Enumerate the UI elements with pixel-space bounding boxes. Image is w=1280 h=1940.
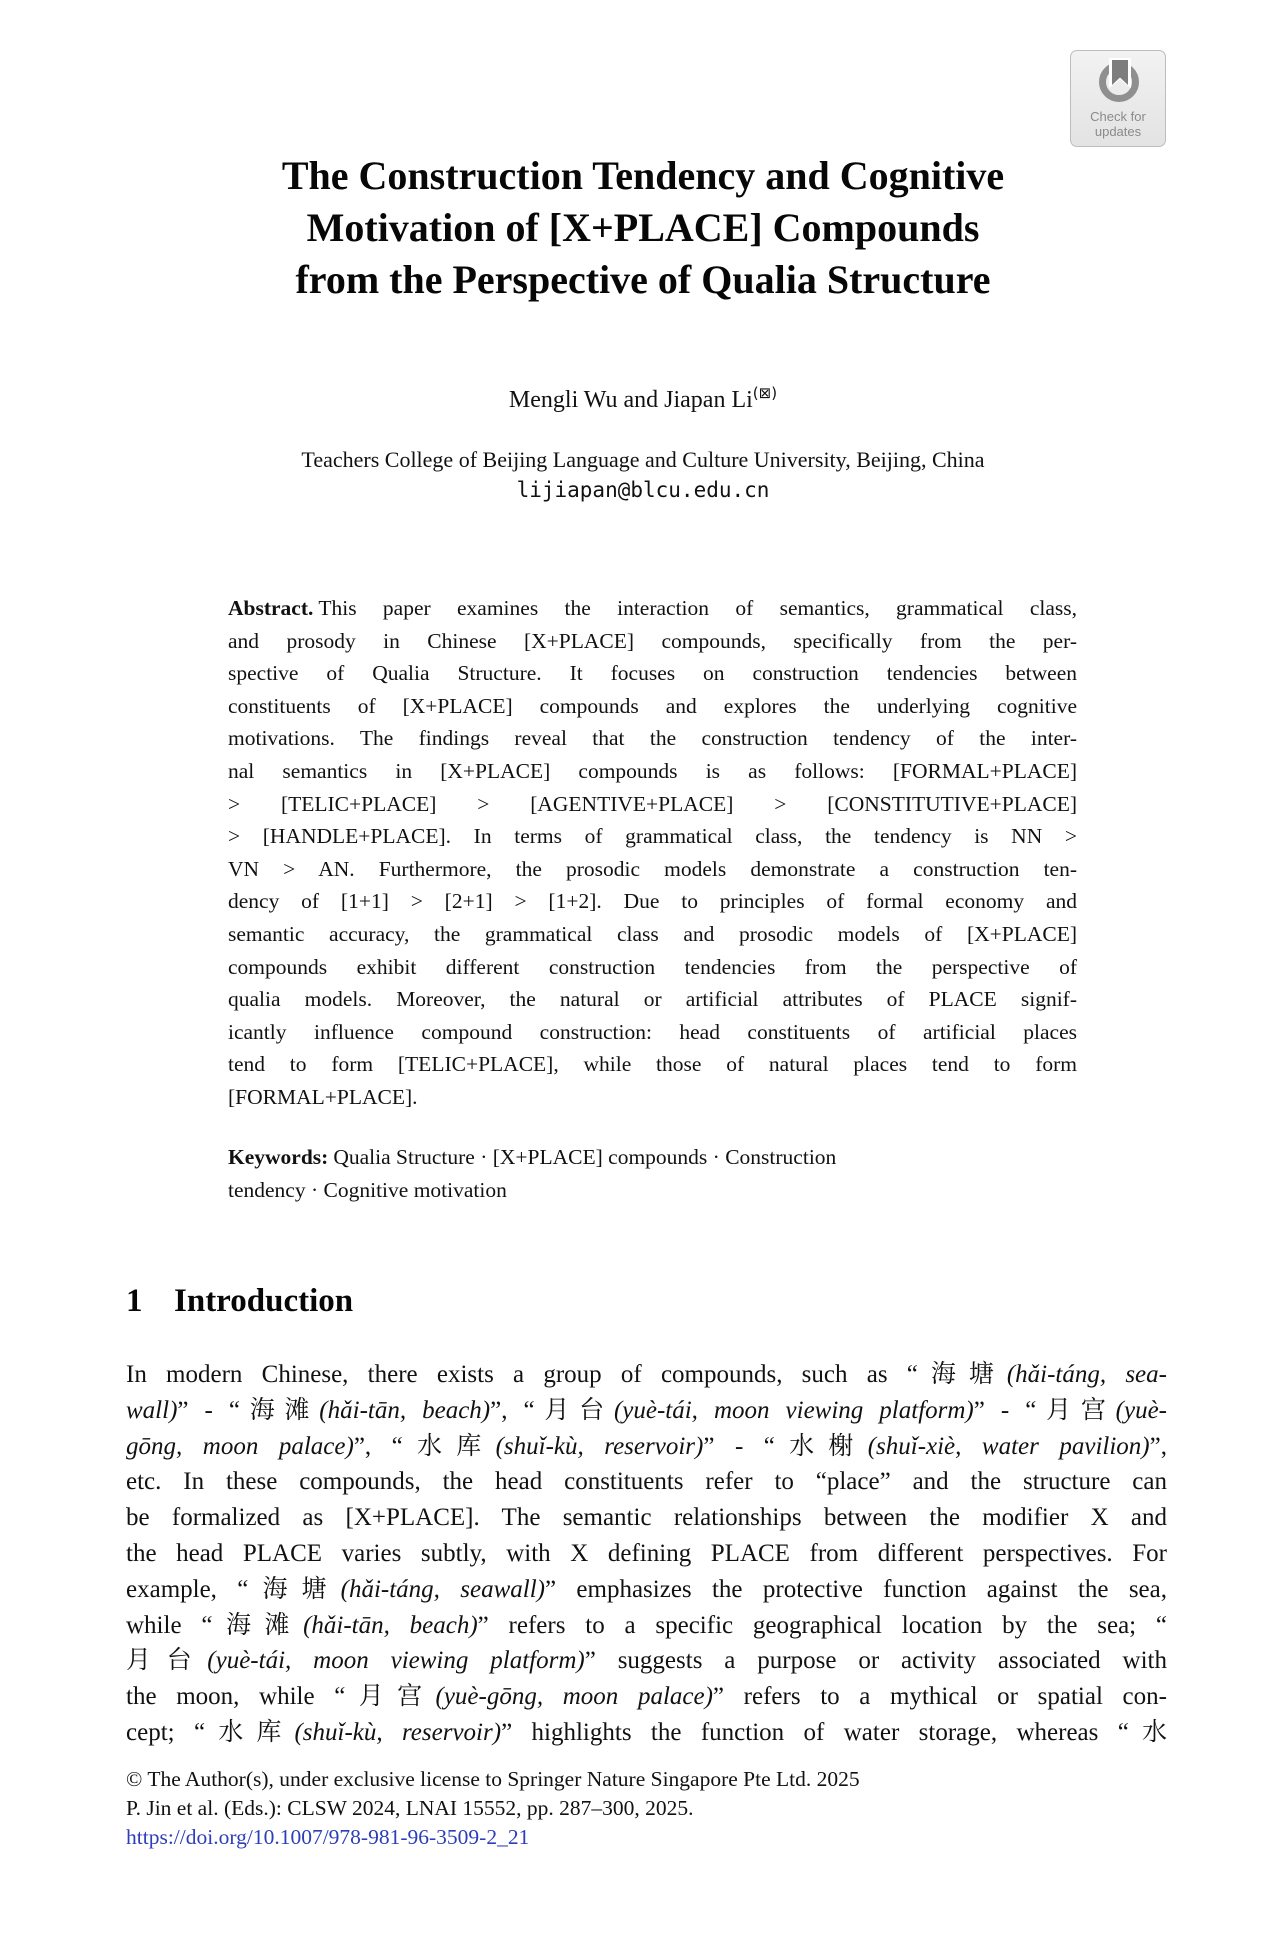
copyright-line: © The Author(s), under exclusive license to Springer Nature Singapore Pte Ltd. 2025 <box>126 1767 860 1791</box>
abstract-line: > [TELIC+PLACE] > [AGENTIVE+PLACE] > [CONSTITUTIVE+PLACE] <box>228 791 1077 816</box>
abstract-section <box>228 592 1077 1114</box>
affiliation: Teachers College of Beijing Language and Culture University, Beijing, China <box>301 447 985 472</box>
abstract-line: VN > AN. Furthermore, the prosodic models demonstrate a construction ten- <box>228 856 1077 881</box>
keywords-section <box>228 1141 1077 1206</box>
keywords-line: Keywords: Qualia Structure · [X+PLACE] compounds · Construction <box>228 1145 837 1169</box>
paper-title <box>120 150 1166 306</box>
abstract-line: qualia models. Moreover, the natural or artificial attributes of PLACE signif- <box>228 987 1077 1012</box>
check-for-updates-badge[interactable] <box>1070 50 1166 147</box>
paragraph-line: while “海滩(hǎi-tān, beach)” refers to a specific geographical location by the sea; “ <box>126 1611 1168 1639</box>
abstract-line: [FORMAL+PLACE]. <box>228 1084 418 1109</box>
section-number: 1 <box>126 1283 143 1319</box>
title-line: The Construction Tendency and Cognitive <box>281 153 1005 198</box>
abstract-line: Abstract. This paper examines the interaction of semantics, grammatical class, <box>228 596 1077 620</box>
abstract-line: icantly influence compound construction: head constituents of artificial places <box>228 1019 1077 1044</box>
paragraph-line: In modern Chinese, there exists a group of compounds, such as “海塘(hǎi-táng, sea- <box>126 1361 1167 1388</box>
crossmark-icon <box>1092 56 1144 108</box>
abstract-line: spective of Qualia Structure. It focuses on construction tendencies between <box>228 661 1077 686</box>
abstract-line: nal semantics in [X+PLACE] compounds is as follows: [FORMAL+PLACE] <box>228 758 1077 783</box>
paragraph-line: the head PLACE varies subtly, with X defining PLACE from different perspectives. For <box>126 1539 1167 1567</box>
email-link[interactable]: lijiapan@blcu.edu.cn <box>516 478 770 502</box>
paragraph-line: cept; “水库(shuǐ-kù, reservoir)” highlights the function of water storage, whereas “水 <box>126 1718 1167 1746</box>
editors-line: P. Jin et al. (Eds.): CLSW 2024, LNAI 15552, pp. 287–300, 2025. <box>126 1796 694 1820</box>
paragraph-line: be formalized as [X+PLACE]. The semantic relationships between the modifier X and <box>126 1504 1167 1532</box>
abstract-line: compounds exhibit different construction tendencies from the perspective of <box>228 954 1077 979</box>
paragraph-line: the moon, while “月宫(yuè-gōng, moon palace)” refers to a mythical or spatial con- <box>126 1683 1167 1711</box>
paragraph-line: gōng, moon palace)”, “水库(shuǐ-kù, reservoir)” - “水榭(shuǐ-xiè, water pavilion)”, <box>126 1432 1167 1460</box>
intro-paragraph <box>126 1357 1167 1751</box>
abstract-line: semantic accuracy, the grammatical class and prosodic models of [X+PLACE] <box>228 921 1077 946</box>
abstract-line: constituents of [X+PLACE] compounds and explores the underlying cognitive <box>228 693 1077 718</box>
badge-label: Check for updates <box>1090 109 1146 139</box>
author-names: Mengli Wu and Jiapan Li <box>508 387 753 413</box>
title-line: from the Perspective of Qualia Structure <box>295 257 991 302</box>
paragraph-line: etc. In these compounds, the head constituents refer to “place” and the structure can <box>126 1468 1167 1496</box>
abstract-line: tend to form [TELIC+PLACE], while those of natural places tend to form <box>228 1052 1077 1077</box>
footer <box>126 1765 1167 1852</box>
paragraph-line: 月台(yuè-tái, moon viewing platform)” suggests a purpose or activity associated with <box>126 1647 1167 1675</box>
keywords-line: tendency · Cognitive motivation <box>228 1177 507 1202</box>
paragraph-line: wall)” - “海滩(hǎi-tān, beach)”, “月台(yuè-tái, moon viewing platform)” - “月宫(yuè- <box>126 1396 1167 1424</box>
abstract-line: and prosody in Chinese [X+PLACE] compounds, specifically from the per- <box>228 628 1077 653</box>
abstract-line: > [HANDLE+PLACE]. In terms of grammatical class, the tendency is NN > <box>228 824 1077 849</box>
doi-link[interactable]: https://doi.org/10.1007/978-981-96-3509-2_21 <box>126 1825 530 1849</box>
envelope-icon: (⊠) <box>752 384 778 402</box>
authors-line <box>120 384 1166 414</box>
title-line: Motivation of [X+PLACE] Compounds <box>306 205 980 250</box>
section-heading <box>126 1283 1167 1320</box>
section-title: Introduction <box>174 1283 354 1319</box>
paragraph-line: example, “海塘(hǎi-táng, seawall)” emphasizes the protective function against the sea, <box>126 1575 1167 1603</box>
abstract-line: dency of [1+1] > [2+1] > [1+2]. Due to principles of formal economy and <box>228 889 1077 914</box>
abstract-line: motivations. The findings reveal that the construction tendency of the inter- <box>228 726 1077 751</box>
